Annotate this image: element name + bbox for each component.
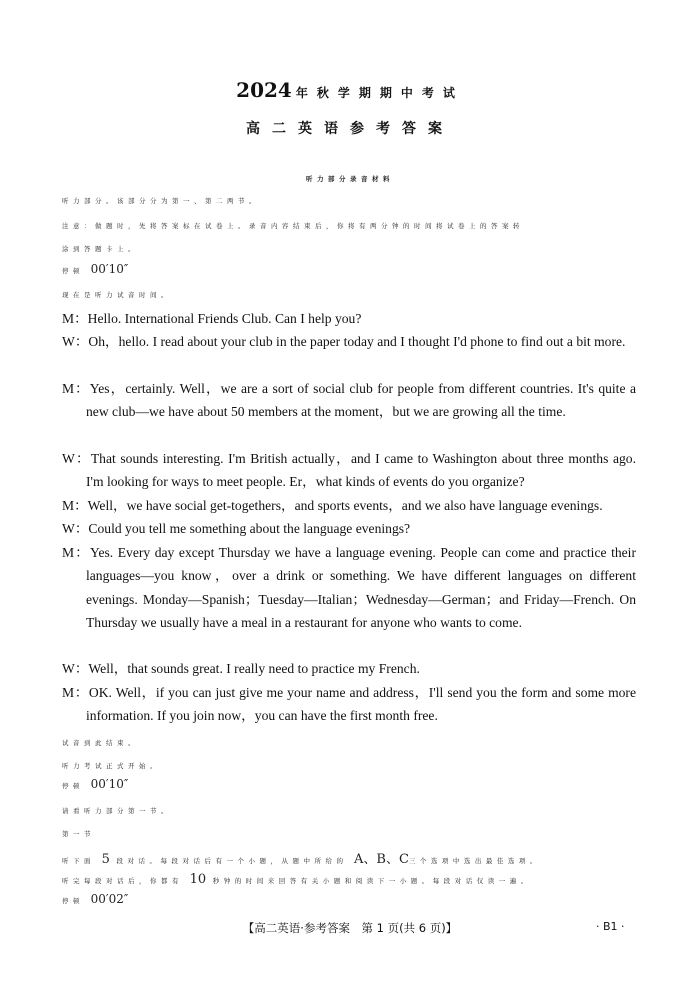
- notice-line-2: 涂到答题卡上。: [62, 245, 139, 253]
- section-1-label: 第一节: [62, 830, 95, 838]
- pause-time: 00′10″: [90, 777, 129, 791]
- trial-start: 现在是听力试音时间。: [62, 291, 172, 299]
- pause-label: 停顿: [62, 897, 84, 905]
- page-subtitle: 高二英语参考答案: [246, 121, 454, 137]
- pause-line-1: [62, 262, 128, 276]
- listening-intro: 听力部分。该部分分为第一、第二两节。: [62, 197, 260, 205]
- instruction-line-1: 听下面 5 段对话。每段对话后有一个小题，从题中所给的 A、B、C三个选项中选出最佳选项。: [62, 852, 541, 867]
- dialogue-line: W：Could you tell me something about the language evenings?: [62, 521, 411, 536]
- dialogue-line: M：OK. Well，if you can just give me your name and address，I'll send you the form and some more information. If you join now，you can have the first month free.: [62, 685, 636, 724]
- exam-year: 2024: [236, 78, 292, 102]
- pause-line-2: [62, 777, 128, 791]
- pause-label: 停顿: [62, 782, 84, 790]
- dialogue-line: M：Yes，certainly. Well，we are a sort of social club for people from different countries. It's quite a new club—we have about 50 members at the moment，but we are growing all the time.: [62, 381, 636, 420]
- listening-heading: 听力部分录音材料: [306, 175, 394, 183]
- dialogue-line: W：Oh，hello. I read about your club in the paper today and I thought I'd phone to find out a bit more.: [62, 334, 626, 349]
- dialogue-line: M：Well，we have social get-togethers，and sports events，and we also have language evenings.: [62, 498, 603, 513]
- exam-title-text: 年秋学期期中考试: [295, 86, 464, 100]
- pause-line-3: [62, 892, 128, 906]
- paper-code: · B1 ·: [596, 920, 625, 933]
- dialogue-line: W：That sounds interesting. I'm British actually，and I came to Washington about three months ago. I'm looking for ways to meet people. Er，what kinds of events do you organize?: [62, 451, 636, 490]
- notice-line-1: 注意：做题时，先将答案标在试卷上。录音内容结束后，你将有两分钟的时间将试卷上的答案转: [62, 222, 524, 230]
- page-footer: 【高二英语·参考答案 第 1 页(共 6 页)】: [242, 921, 458, 935]
- trial-end: 试音到此结束。: [62, 739, 139, 747]
- instruction-line-2: 听完每段对话后，你都有 10 秒钟的时间来回答有关小题和阅读下一小题。每段对话仅读一遍。: [62, 872, 532, 887]
- part1-read: 请看听力部分第一节。: [62, 807, 172, 815]
- pause-time: 00′02″: [90, 892, 129, 906]
- pause-time: 00′10″: [90, 262, 129, 276]
- formal-start: 听力考试正式开始。: [62, 762, 161, 770]
- pause-label: 停顿: [62, 267, 84, 275]
- dialogue-line: W：Well，that sounds great. I really need to practice my French.: [62, 661, 420, 676]
- dialogue-line: M：Yes. Every day except Thursday we have a language evening. People can come and practice their languages—you know，over a drink or something. We have different languages on different evenings. Monday—Spanish；Tuesday—Italian；Wednesday—German；and Friday—French. On Thursday we usually have a meal in a restaurant for anyone who wants to come.: [62, 545, 636, 631]
- dialogue-line: M：Hello. International Friends Club. Can I help you?: [62, 311, 362, 326]
- exam-title: [0, 78, 700, 102]
